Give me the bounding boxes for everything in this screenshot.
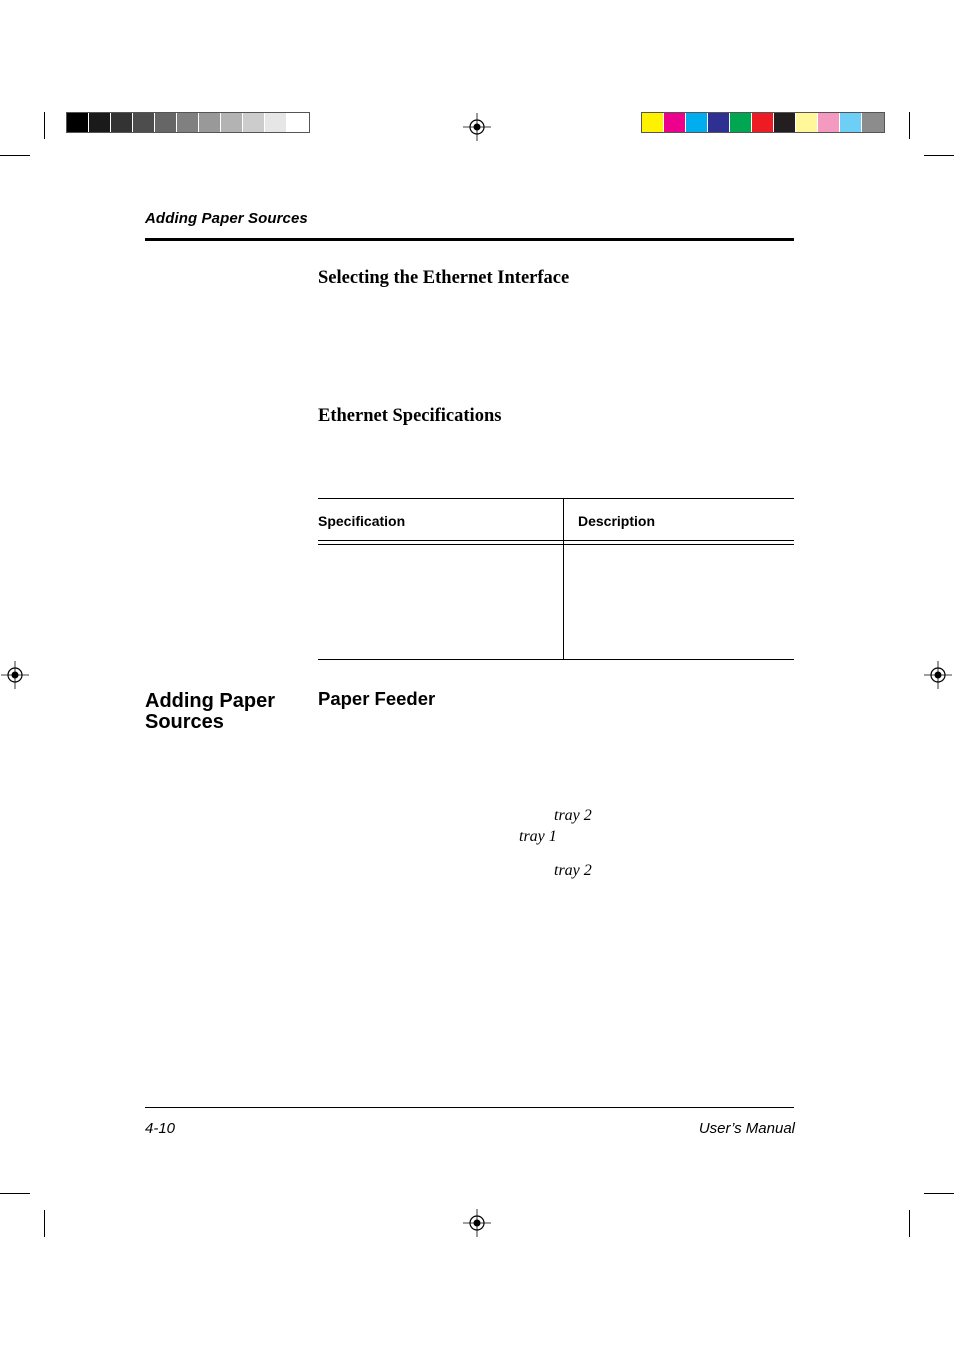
crop-mark — [924, 155, 954, 156]
color-swatch — [818, 113, 840, 132]
color-swatch — [89, 113, 111, 132]
color-swatch — [840, 113, 862, 132]
registration-mark-icon — [462, 1208, 492, 1238]
registration-mark-icon — [923, 660, 953, 690]
color-swatch — [642, 113, 664, 132]
color-swatch — [730, 113, 752, 132]
crop-mark — [924, 1193, 954, 1194]
registration-mark-icon — [0, 660, 30, 690]
grayscale-color-bar — [66, 112, 310, 133]
table-header-rule — [318, 544, 794, 545]
running-head: Adding Paper Sources — [145, 210, 308, 227]
crop-mark — [909, 112, 910, 139]
crop-mark — [44, 112, 45, 139]
color-swatch — [774, 113, 796, 132]
color-swatch — [287, 113, 309, 132]
color-swatch — [155, 113, 177, 132]
crop-mark — [909, 1210, 910, 1237]
tray-label: tray 2 — [554, 807, 592, 824]
color-swatch — [752, 113, 774, 132]
table-header-rule — [318, 540, 794, 541]
color-swatch — [862, 113, 884, 132]
manual-title: User’s Manual — [698, 1120, 795, 1137]
ethernet-interface-heading: Selecting the Ethernet Interface — [318, 268, 570, 288]
tray-label: tray 2 — [554, 862, 592, 879]
tray-label: tray 1 — [519, 828, 557, 845]
table-header-description: Description — [578, 513, 656, 529]
crop-mark — [0, 155, 30, 156]
color-swatch — [199, 113, 221, 132]
crop-mark — [44, 1210, 45, 1237]
color-swatch — [177, 113, 199, 132]
color-swatch — [111, 113, 133, 132]
table-top-rule — [318, 498, 794, 499]
color-swatch — [243, 113, 265, 132]
ethernet-spec-table — [318, 498, 794, 660]
section-title-adding-paper-sources: Adding Paper Sources — [145, 690, 276, 733]
table-bottom-rule — [318, 659, 794, 660]
footer-rule — [145, 1107, 794, 1108]
color-swatch — [708, 113, 730, 132]
ethernet-specs-heading: Ethernet Specifications — [318, 406, 502, 426]
color-swatch — [796, 113, 818, 132]
table-header-specification: Specification — [318, 513, 406, 529]
color-swatch — [221, 113, 243, 132]
registration-mark-icon — [462, 112, 492, 142]
color-swatch — [133, 113, 155, 132]
paper-feeder-heading: Paper Feeder — [318, 688, 436, 709]
page-number: 4-10 — [145, 1120, 176, 1137]
color-swatch — [67, 113, 89, 132]
color-swatch — [686, 113, 708, 132]
crop-mark — [0, 1193, 30, 1194]
color-swatch — [265, 113, 287, 132]
color-swatch — [664, 113, 686, 132]
table-column-divider — [563, 498, 564, 660]
header-rule — [145, 238, 794, 241]
process-color-bar — [641, 112, 885, 133]
